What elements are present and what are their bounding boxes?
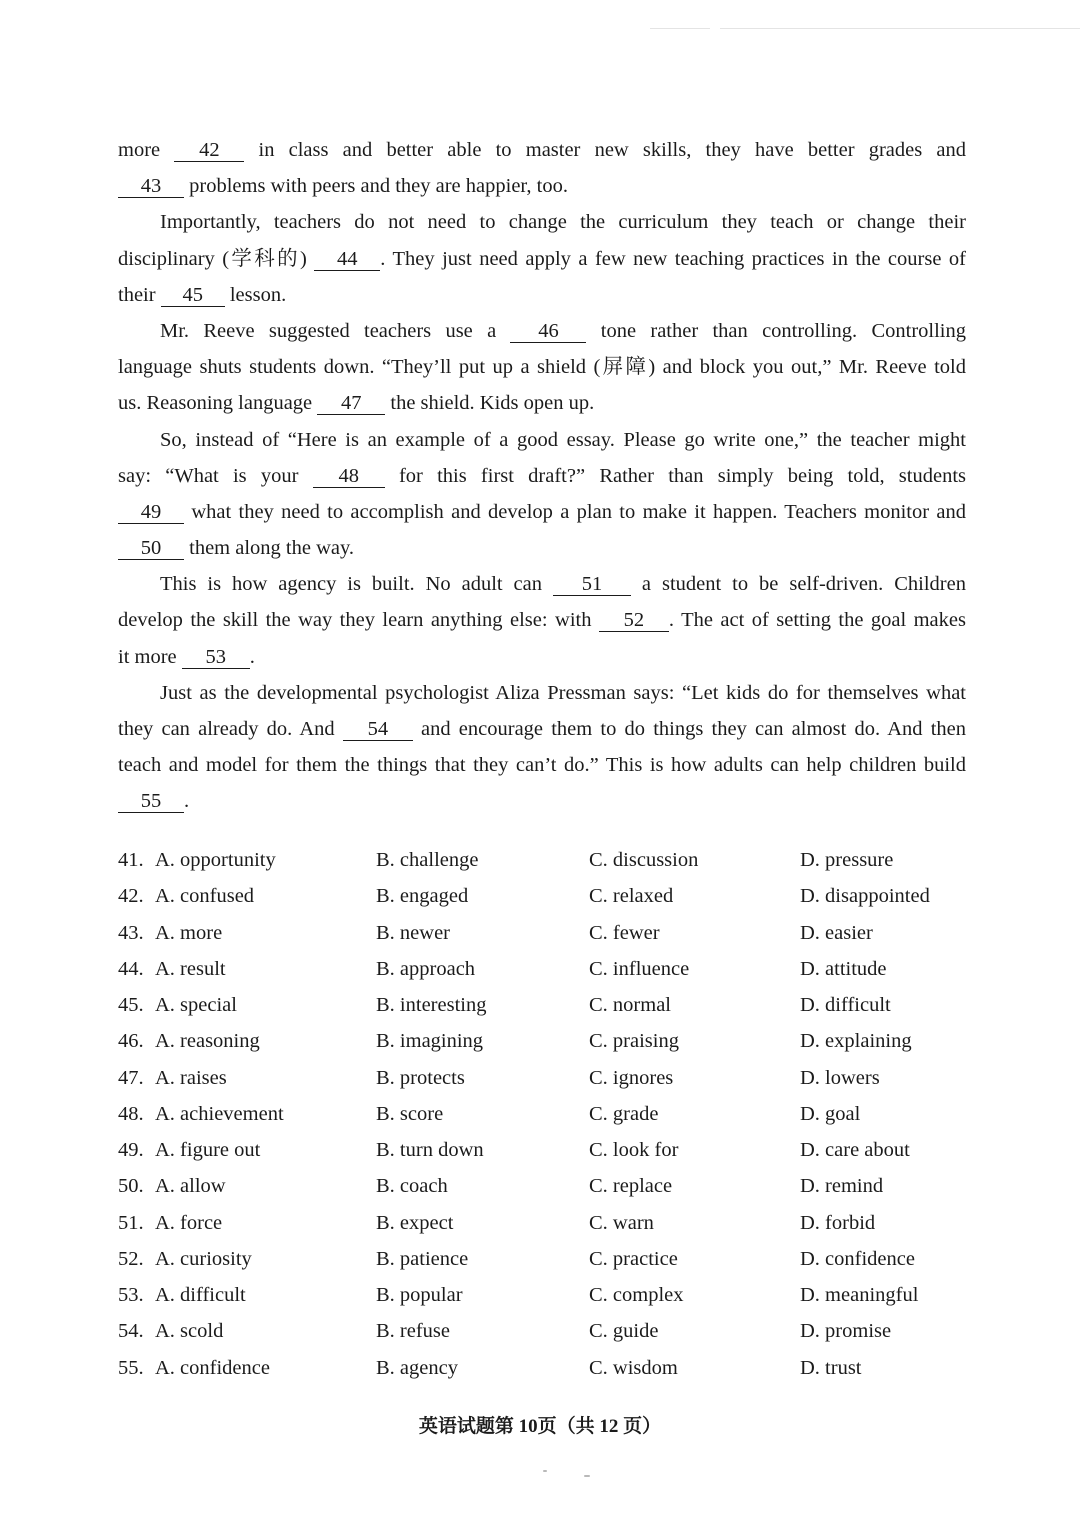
- passage-line: [118, 675, 966, 711]
- passage-line: [118, 602, 966, 638]
- passage-text: the shield. Kids open up.: [385, 392, 595, 415]
- option-b: B. interesting: [376, 994, 487, 1016]
- blank-50: 50: [118, 537, 184, 560]
- passage-line: [118, 168, 966, 204]
- cloze-passage: [118, 132, 966, 820]
- blank-53: 53: [182, 646, 250, 669]
- option-b: B. agency: [376, 1356, 458, 1379]
- option-d: D. easier: [800, 921, 873, 944]
- passage-text: Mr. Reeve suggested teachers use a: [160, 319, 511, 342]
- option-a: A. confidence: [155, 1356, 270, 1379]
- option-a: A. curiosity: [155, 1247, 252, 1270]
- option-a: A. confused: [155, 885, 255, 908]
- option-a: A. special: [155, 994, 237, 1016]
- option-b: B. newer: [376, 921, 451, 944]
- passage-text: Importantly, teachers do not need to change the curriculum they teach or change their: [160, 211, 966, 234]
- question-number: 51.: [118, 1211, 144, 1234]
- option-b: B. popular: [376, 1284, 463, 1306]
- option-row: [118, 951, 978, 987]
- option-d: D. pressure: [800, 849, 894, 871]
- option-b: B. imagining: [376, 1030, 484, 1053]
- option-d: D. meaningful: [800, 1284, 919, 1306]
- question-number: 44.: [118, 957, 144, 980]
- option-a: A. opportunity: [155, 849, 276, 871]
- option-d: D. lowers: [800, 1066, 880, 1089]
- option-c: C. guide: [589, 1320, 659, 1343]
- option-d: D. trust: [800, 1356, 862, 1379]
- blank-52: 52: [599, 609, 669, 632]
- passage-text: a student to be self-driven. Children: [630, 573, 966, 596]
- passage-line: [118, 566, 966, 602]
- option-b: B. score: [376, 1102, 444, 1125]
- question-number: 46.: [118, 1030, 144, 1053]
- blank-45: 45: [161, 284, 225, 307]
- passage-text: .: [184, 790, 190, 813]
- passage-text: So, instead of “Here is an example of a good essay. Please go write one,” the teacher might: [160, 428, 966, 451]
- option-a: A. result: [155, 957, 226, 980]
- option-row: [118, 1277, 978, 1313]
- option-a: A. figure out: [155, 1139, 261, 1161]
- passage-line: [118, 494, 966, 530]
- option-b: B. approach: [376, 957, 476, 980]
- option-row: [118, 878, 978, 914]
- passage-line: [118, 241, 966, 277]
- option-row: [118, 1168, 978, 1204]
- option-c: C. ignores: [589, 1066, 674, 1089]
- passage-text: tone rather than controlling. Controlling: [586, 319, 966, 342]
- option-row: [118, 842, 978, 878]
- blank-43: 43: [118, 175, 184, 198]
- blank-42: 42: [174, 139, 244, 162]
- passage-text: it more: [118, 645, 182, 668]
- option-row: [118, 1023, 978, 1059]
- passage-line: [118, 277, 966, 313]
- scan-edge-line: [720, 28, 1080, 29]
- question-number: 42.: [118, 885, 144, 908]
- passage-line: [118, 313, 966, 349]
- passage-text: us. Reasoning language: [118, 392, 318, 415]
- passage-text: . They just need apply a few new teaching practices in the course of: [380, 247, 966, 270]
- blank-44: 44: [314, 248, 380, 271]
- option-c: C. normal: [589, 994, 671, 1016]
- passage-text: them along the way.: [184, 537, 355, 560]
- option-d: D. remind: [800, 1175, 884, 1198]
- passage-text: for this first draft?” Rather than simply being told, students: [384, 464, 966, 487]
- option-c: C. replace: [589, 1175, 673, 1198]
- option-row: [118, 1241, 978, 1277]
- passage-text: their: [118, 283, 161, 306]
- option-d: D. confidence: [800, 1247, 915, 1270]
- scan-speck: [543, 1470, 547, 1472]
- blank-46: 46: [510, 320, 586, 343]
- option-b: B. turn down: [376, 1139, 484, 1161]
- blank-54: 54: [343, 718, 413, 741]
- question-number: 50.: [118, 1175, 144, 1198]
- passage-line: [118, 639, 966, 675]
- option-row: [118, 1205, 978, 1241]
- option-row: [118, 915, 978, 951]
- option-d: D. forbid: [800, 1211, 876, 1234]
- option-b: B. protects: [376, 1066, 465, 1089]
- passage-text: This is how agency is built. No adult can: [160, 573, 553, 596]
- option-d: D. difficult: [800, 994, 891, 1016]
- passage-text: say: “What is your: [118, 464, 313, 487]
- question-number: 47.: [118, 1066, 144, 1089]
- option-row: [118, 1096, 978, 1132]
- option-d: D. promise: [800, 1320, 892, 1343]
- option-a: A. allow: [155, 1175, 226, 1198]
- option-a: A. difficult: [155, 1284, 246, 1306]
- passage-text: teach and model for them the things that they can’t do.” This is how adults can help children build: [118, 754, 966, 777]
- option-b: B. patience: [376, 1247, 469, 1270]
- option-b: B. coach: [376, 1175, 448, 1198]
- blank-51: 51: [553, 573, 631, 596]
- option-row: [118, 1060, 978, 1096]
- option-d: D. attitude: [800, 957, 887, 980]
- option-a: A. more: [155, 921, 223, 944]
- page-footer: 英语试题第 10页（共 12 页）: [418, 1416, 662, 1437]
- option-c: C. look for: [589, 1139, 679, 1161]
- option-c: C. influence: [589, 957, 690, 980]
- scan-edge-line: [650, 28, 710, 29]
- question-number: 49.: [118, 1139, 144, 1161]
- option-a: A. reasoning: [155, 1030, 260, 1053]
- option-c: C. warn: [589, 1211, 654, 1234]
- passage-text: they can already do. And: [118, 718, 343, 740]
- option-d: D. care about: [800, 1139, 910, 1161]
- passage-line: [118, 349, 966, 385]
- blank-48: 48: [313, 465, 385, 488]
- option-a: A. force: [155, 1211, 223, 1234]
- option-d: D. goal: [800, 1102, 861, 1125]
- option-c: C. relaxed: [589, 885, 674, 908]
- option-c: C. practice: [589, 1247, 678, 1270]
- answer-options: [118, 842, 978, 1386]
- passage-line: [118, 458, 966, 494]
- option-a: A. raises: [155, 1066, 227, 1089]
- passage-text: problems with peers and they are happier, too.: [184, 175, 569, 198]
- option-d: D. disappointed: [800, 885, 930, 908]
- blank-47: 47: [317, 392, 385, 415]
- question-number: 43.: [118, 921, 144, 944]
- passage-line: [118, 747, 966, 783]
- passage-text: Just as the developmental psychologist Aliza Pressman says: “Let kids do for themselves what: [160, 681, 966, 704]
- option-c: C. fewer: [589, 921, 660, 944]
- option-row: [118, 1313, 978, 1349]
- option-c: C. praising: [589, 1030, 679, 1053]
- passage-text: more: [118, 139, 175, 161]
- passage-line: [118, 530, 966, 566]
- passage-text: develop the skill the way they learn anything else: with: [118, 609, 599, 632]
- question-number: 48.: [118, 1102, 144, 1125]
- passage-text: lesson.: [224, 283, 287, 306]
- passage-text: .: [249, 645, 255, 668]
- question-number: 52.: [118, 1247, 144, 1270]
- question-number: 53.: [118, 1284, 144, 1306]
- option-a: A. achievement: [155, 1102, 284, 1125]
- passage-text: disciplinary (学科的): [118, 247, 315, 270]
- option-a: A. scold: [155, 1320, 224, 1343]
- passage-text: language shuts students down. “They’ll put up a shield (屏障) and block you out,” Mr. Reeve told: [118, 356, 966, 379]
- passage-line: [118, 204, 966, 240]
- option-b: B. refuse: [376, 1320, 451, 1343]
- passage-line: [118, 385, 966, 421]
- question-number: 55.: [118, 1356, 144, 1379]
- option-row: [118, 987, 978, 1023]
- passage-line: [118, 422, 966, 458]
- question-number: 54.: [118, 1320, 144, 1343]
- passage-text: . The act of setting the goal makes: [668, 609, 966, 632]
- passage-text: what they need to accomplish and develop a plan to make it happen. Teachers monitor and: [184, 500, 966, 523]
- question-number: 41.: [118, 849, 144, 871]
- option-b: B. challenge: [376, 849, 479, 871]
- scan-speck: [584, 1475, 590, 1477]
- question-number: 45.: [118, 994, 144, 1016]
- option-b: B. engaged: [376, 885, 469, 908]
- blank-55: 55: [118, 790, 184, 813]
- option-c: C. grade: [589, 1102, 659, 1125]
- option-row: [118, 1350, 978, 1386]
- option-c: C. wisdom: [589, 1356, 678, 1379]
- option-row: [118, 1132, 978, 1168]
- passage-line: [118, 711, 966, 747]
- option-d: D. explaining: [800, 1030, 912, 1053]
- passage-text: in class and better able to master new skills, they have better grades and: [244, 139, 966, 161]
- option-c: C. discussion: [589, 849, 699, 871]
- option-b: B. expect: [376, 1211, 454, 1234]
- passage-text: and encourage them to do things they can almost do. And then: [412, 718, 967, 740]
- option-c: C. complex: [589, 1284, 684, 1306]
- blank-49: 49: [118, 501, 184, 524]
- passage-line: [118, 132, 966, 168]
- passage-line: [118, 783, 966, 819]
